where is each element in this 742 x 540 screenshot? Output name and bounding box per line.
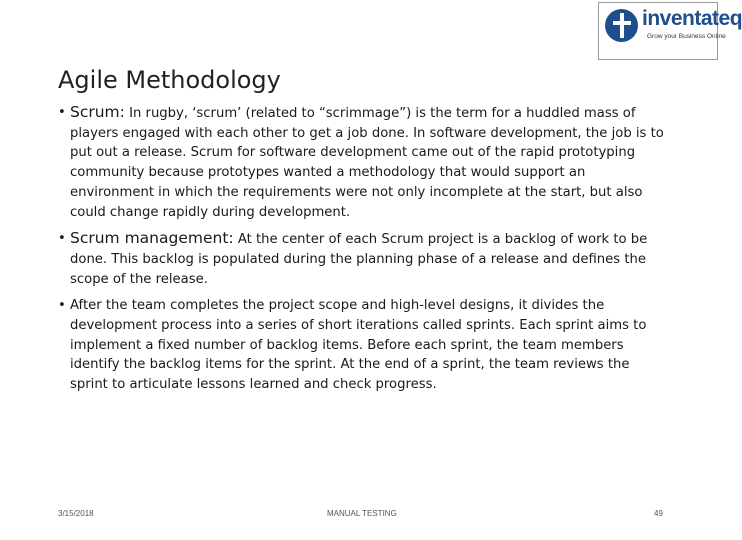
bullet-scrum-management xyxy=(58,229,670,289)
company-logo xyxy=(598,2,742,60)
bullet-text: In rugby, ‘scrum’ (related to “scrimmage”) is the term for a huddled mass of players engaged with each other to get a job done. In software development, the job is to put out a release. Scrum for software development came out of the rapid prototyping community because prototypes wanted a methodology that would support an environment in which the requirements were not only incomplete at the start, but also could change rapidly during development. xyxy=(70,106,664,220)
bullet-list xyxy=(58,103,670,402)
footer-title: MANUAL TESTING xyxy=(327,509,397,518)
slide-number: 49 xyxy=(654,509,663,518)
slide-title: Agile Methodology xyxy=(58,66,281,94)
bullet-dot-icon: • xyxy=(58,298,66,314)
logo-tagline: Grow your Business Online xyxy=(647,33,726,40)
footer-date: 3/15/2018 xyxy=(58,509,94,518)
bullet-lead: Scrum: xyxy=(70,103,125,121)
bullet-lead: Scrum management: xyxy=(70,229,234,248)
bullet-dot-icon: • xyxy=(58,231,66,247)
logo-wordmark: inventateq xyxy=(642,7,742,30)
bullet-text: At the center of each Scrum project is a backlog of work to be done. This backlog is populated during the planning phase of a release and defines the scope of the release. xyxy=(70,232,648,287)
logo-mark-icon xyxy=(605,9,638,42)
bullet-scrum xyxy=(58,103,670,222)
bullet-sprints xyxy=(58,296,670,395)
bullet-dot-icon: • xyxy=(58,105,66,120)
bullet-text: After the team completes the project scope and high-level designs, it divides the development process into a series of short iterations called sprints. Each sprint aims to implement a fixed number of backlog items. Before each sprint, the team members identify the backlog items for the sprint. At the end of a sprint, the team reviews the sprint to articulate lessons learned and check progress. xyxy=(70,298,647,393)
